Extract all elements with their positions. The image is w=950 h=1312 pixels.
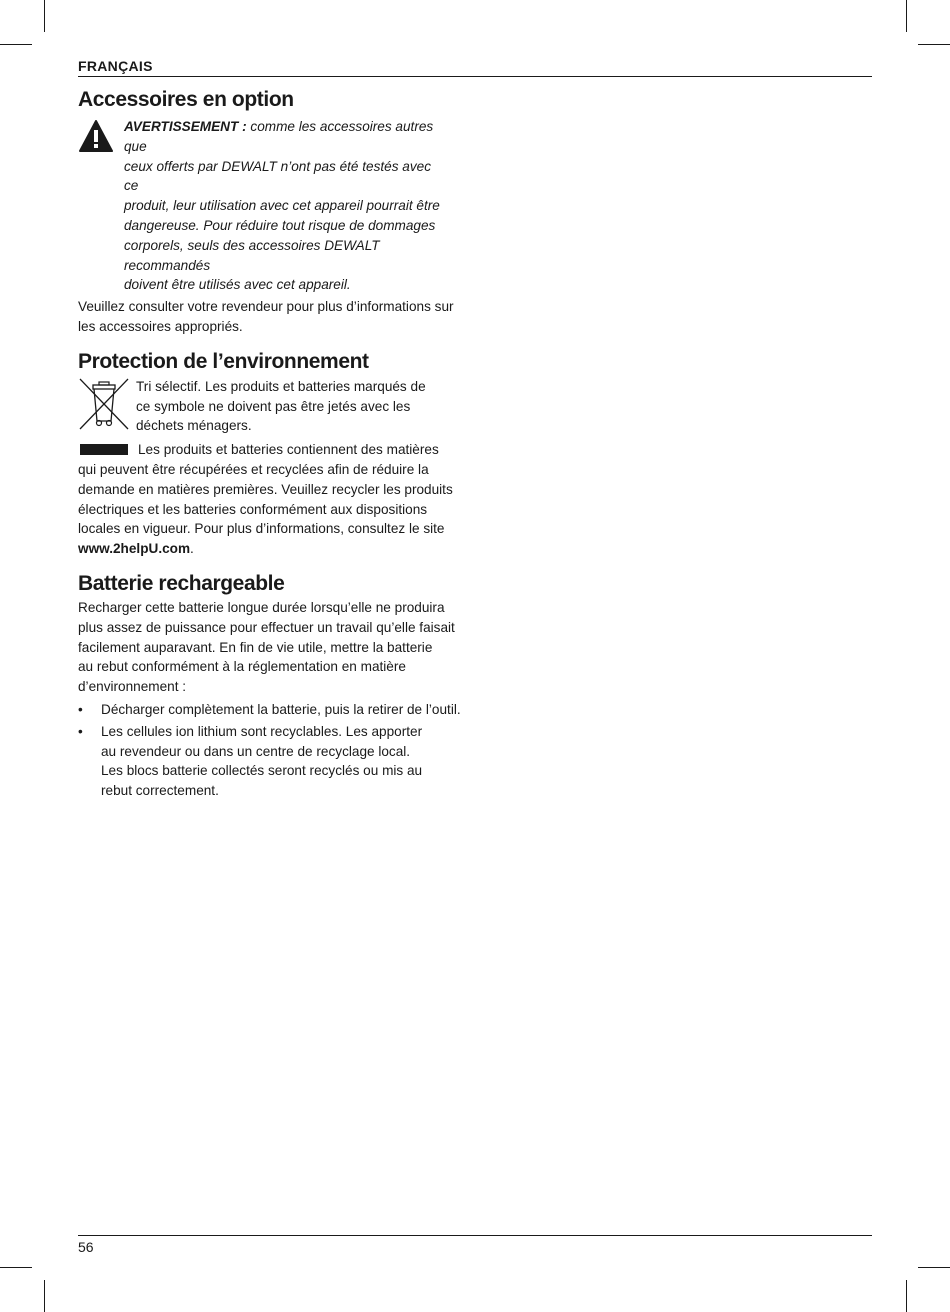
text-line: d’environnement :	[78, 679, 187, 695]
crop-mark	[0, 1267, 32, 1268]
section-accessories	[78, 86, 468, 337]
language-header: FRANÇAIS	[78, 58, 153, 74]
warning-label: AVERTISSEMENT :	[124, 119, 247, 134]
recycling-text	[78, 440, 468, 559]
text-line: Les blocs batterie collectés seront recyclés ou mis au	[101, 763, 423, 779]
warning-line: corporels, seuls des accessoires DEWALT recommandés	[124, 237, 380, 273]
text-line: au rebut conformément à la réglementation en matière	[78, 659, 406, 675]
bullet-icon: •	[78, 723, 83, 739]
text-line: ce symbole ne doivent pas être jetés avec les	[136, 398, 411, 414]
text-line: au revendeur ou dans un centre de recyclage local.	[101, 743, 411, 759]
warning-line: comme les accessoires autres que	[124, 119, 434, 154]
selective-sorting-row	[78, 377, 468, 436]
section-title: Batterie rechargeable	[78, 571, 285, 595]
footer-rule	[78, 1235, 872, 1236]
battery-text	[78, 598, 468, 697]
text-line: Décharger complètement la batterie, puis la retirer de l’outil.	[101, 701, 461, 717]
website-link[interactable]: www.2helpU.com	[78, 541, 191, 557]
section-environment	[78, 348, 468, 559]
text-line: les accessoires appropriés.	[78, 318, 243, 334]
crossed-out-bin-icon	[78, 377, 136, 436]
page-number: 56	[78, 1239, 94, 1255]
text-line: rebut correctement.	[101, 783, 219, 799]
warning-line: ceux offerts par DEWALT n’ont pas été testés avec ce	[124, 158, 432, 194]
warning-block	[78, 117, 468, 295]
crop-mark	[918, 44, 950, 45]
header-rule	[78, 76, 872, 77]
bullet-icon: •	[78, 701, 83, 717]
list-item	[78, 700, 471, 720]
warning-triangle-icon	[78, 117, 124, 295]
section-title: Accessoires en option	[78, 88, 294, 111]
list-item	[78, 722, 471, 801]
text-line: Veuillez consulter votre revendeur pour plus d’informations sur	[78, 299, 454, 315]
main-column	[78, 86, 468, 803]
text-line: qui peuvent être récupérées et recyclées afin de réduire la	[78, 461, 429, 477]
text-line: Les produits et batteries contiennent des matières	[138, 442, 439, 458]
text-line: demande en matières premières. Veuillez recycler les produits	[78, 481, 453, 497]
accessories-info	[78, 297, 468, 337]
crop-mark	[906, 1280, 907, 1312]
section-battery	[78, 570, 468, 801]
crop-mark	[44, 0, 45, 32]
text-line: Recharger cette batterie longue durée lorsqu’elle ne produira	[78, 599, 445, 615]
text-line: Tri sélectif. Les produits et batteries marqués de	[136, 378, 426, 394]
warning-line: doivent être utilisés avec cet appareil.	[124, 277, 351, 293]
selective-sorting-text	[136, 377, 436, 436]
text-line: facilement auparavant. En fin de vie utile, mettre la batterie	[78, 639, 433, 655]
crop-mark	[906, 0, 907, 32]
crop-mark	[918, 1267, 950, 1268]
text-line: plus assez de puissance pour effectuer un travail qu’elle faisait	[78, 619, 455, 635]
text-line: Les cellules ion lithium sont recyclables. Les apporter	[101, 723, 423, 739]
black-bar-icon	[80, 444, 128, 455]
text-line: locales en vigueur. Pour plus d’informations, consultez le site	[78, 521, 445, 537]
battery-bullet-list	[78, 700, 468, 801]
warning-text	[124, 117, 444, 295]
warning-line: produit, leur utilisation avec cet appareil pourrait être	[124, 198, 440, 214]
section-title: Protection de l’environnement	[78, 349, 369, 373]
text-line: électriques et les batteries conformément aux dispositions	[78, 501, 428, 517]
warning-line: dangereuse. Pour réduire tout risque de dommages	[124, 217, 436, 233]
punctuation: .	[190, 541, 194, 557]
text-line: déchets ménagers.	[136, 418, 252, 434]
crop-mark	[0, 44, 32, 45]
crop-mark	[44, 1280, 45, 1312]
